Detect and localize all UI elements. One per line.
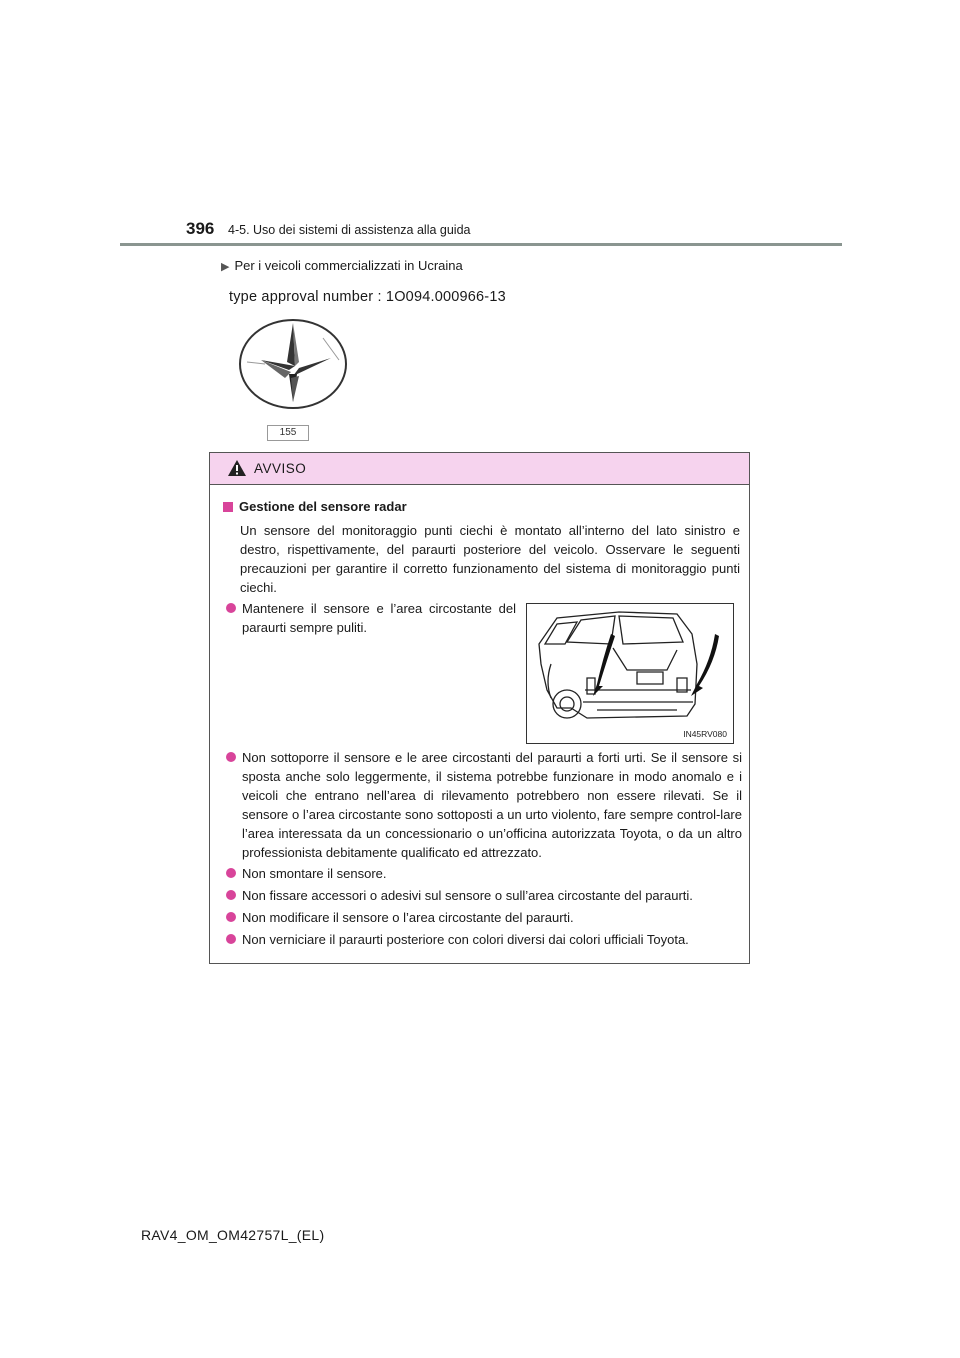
warning-title: AVVISO: [254, 461, 307, 476]
rear-sensor-figure: [526, 603, 734, 744]
list-item: Non smontare il sensore.: [226, 864, 742, 883]
triangle-right-icon: ▶: [221, 261, 230, 273]
approval-number: type approval number : 1O094.000966-13: [229, 289, 506, 305]
warning-triangle-icon: [227, 459, 247, 482]
ukrainian-conformity-mark: [237, 318, 349, 419]
page-number: 396: [186, 219, 215, 238]
bullet-dot-icon: [226, 934, 236, 944]
list-item: Non fissare accessori o adesivi sul sensore o sull’area circostante del paraurti.: [226, 886, 742, 905]
list-item: Non modificare il sensore o l’area circostante del paraurti.: [226, 908, 742, 927]
market-note: [221, 258, 463, 273]
bullet-dot-icon: [226, 890, 236, 900]
list-item: Non sottoporre il sensore e le aree circostanti del paraurti a forti urti. Se il sensore si sposta anche solo leggermente, il sistema potrebbe funzionare in modo anomalo e i veicoli che entrano nell’area di rilevamento potrebbero non essere rilevati. Se il sensore o l’area circostante sono sottoposti a un urto violento, fare sempre control-lare l’area interessata da un concessionario o un’officina autorizzata Toyota, o da un altro professionista debitamente qualificato ed attrezzato.: [226, 748, 742, 862]
list-item: Mantenere il sensore e l’area circostante del paraurti sempre puliti.: [226, 599, 516, 637]
subheading: [223, 499, 407, 514]
bullet-dot-icon: [226, 752, 236, 762]
section-title: 4-5. Uso dei sistemi di assistenza alla guida: [228, 223, 471, 237]
bullet-dot-icon: [226, 912, 236, 922]
bullet-dot-icon: [226, 868, 236, 878]
intro-paragraph: Un sensore del monitoraggio punti ciechi è montato all’interno del lato sinistro e destro, rispettivamente, del paraurti posteriore del veicolo. Osservare le seguenti precauzioni per garantire il corretto funzionamento del sistema di monitoraggio punti ciechi.: [240, 523, 740, 595]
warning-header: [210, 453, 749, 485]
bullet-dot-icon: [226, 603, 236, 613]
square-bullet-icon: [223, 502, 233, 512]
warning-box: [209, 452, 750, 964]
market-label: Per i veicoli commercializzati in Ucraina: [234, 258, 463, 273]
footer-doc-code: RAV4_OM_OM42757L_(EL): [141, 1227, 325, 1243]
mark-id: 155: [267, 425, 309, 441]
header-rule: [120, 243, 842, 246]
subheading-text: Gestione del sensore radar: [239, 499, 407, 514]
list-item: Non verniciare il paraurti posteriore con colori diversi dai colori ufficiali Toyota.: [226, 930, 742, 949]
figure-code: IN45RV080: [683, 729, 727, 739]
